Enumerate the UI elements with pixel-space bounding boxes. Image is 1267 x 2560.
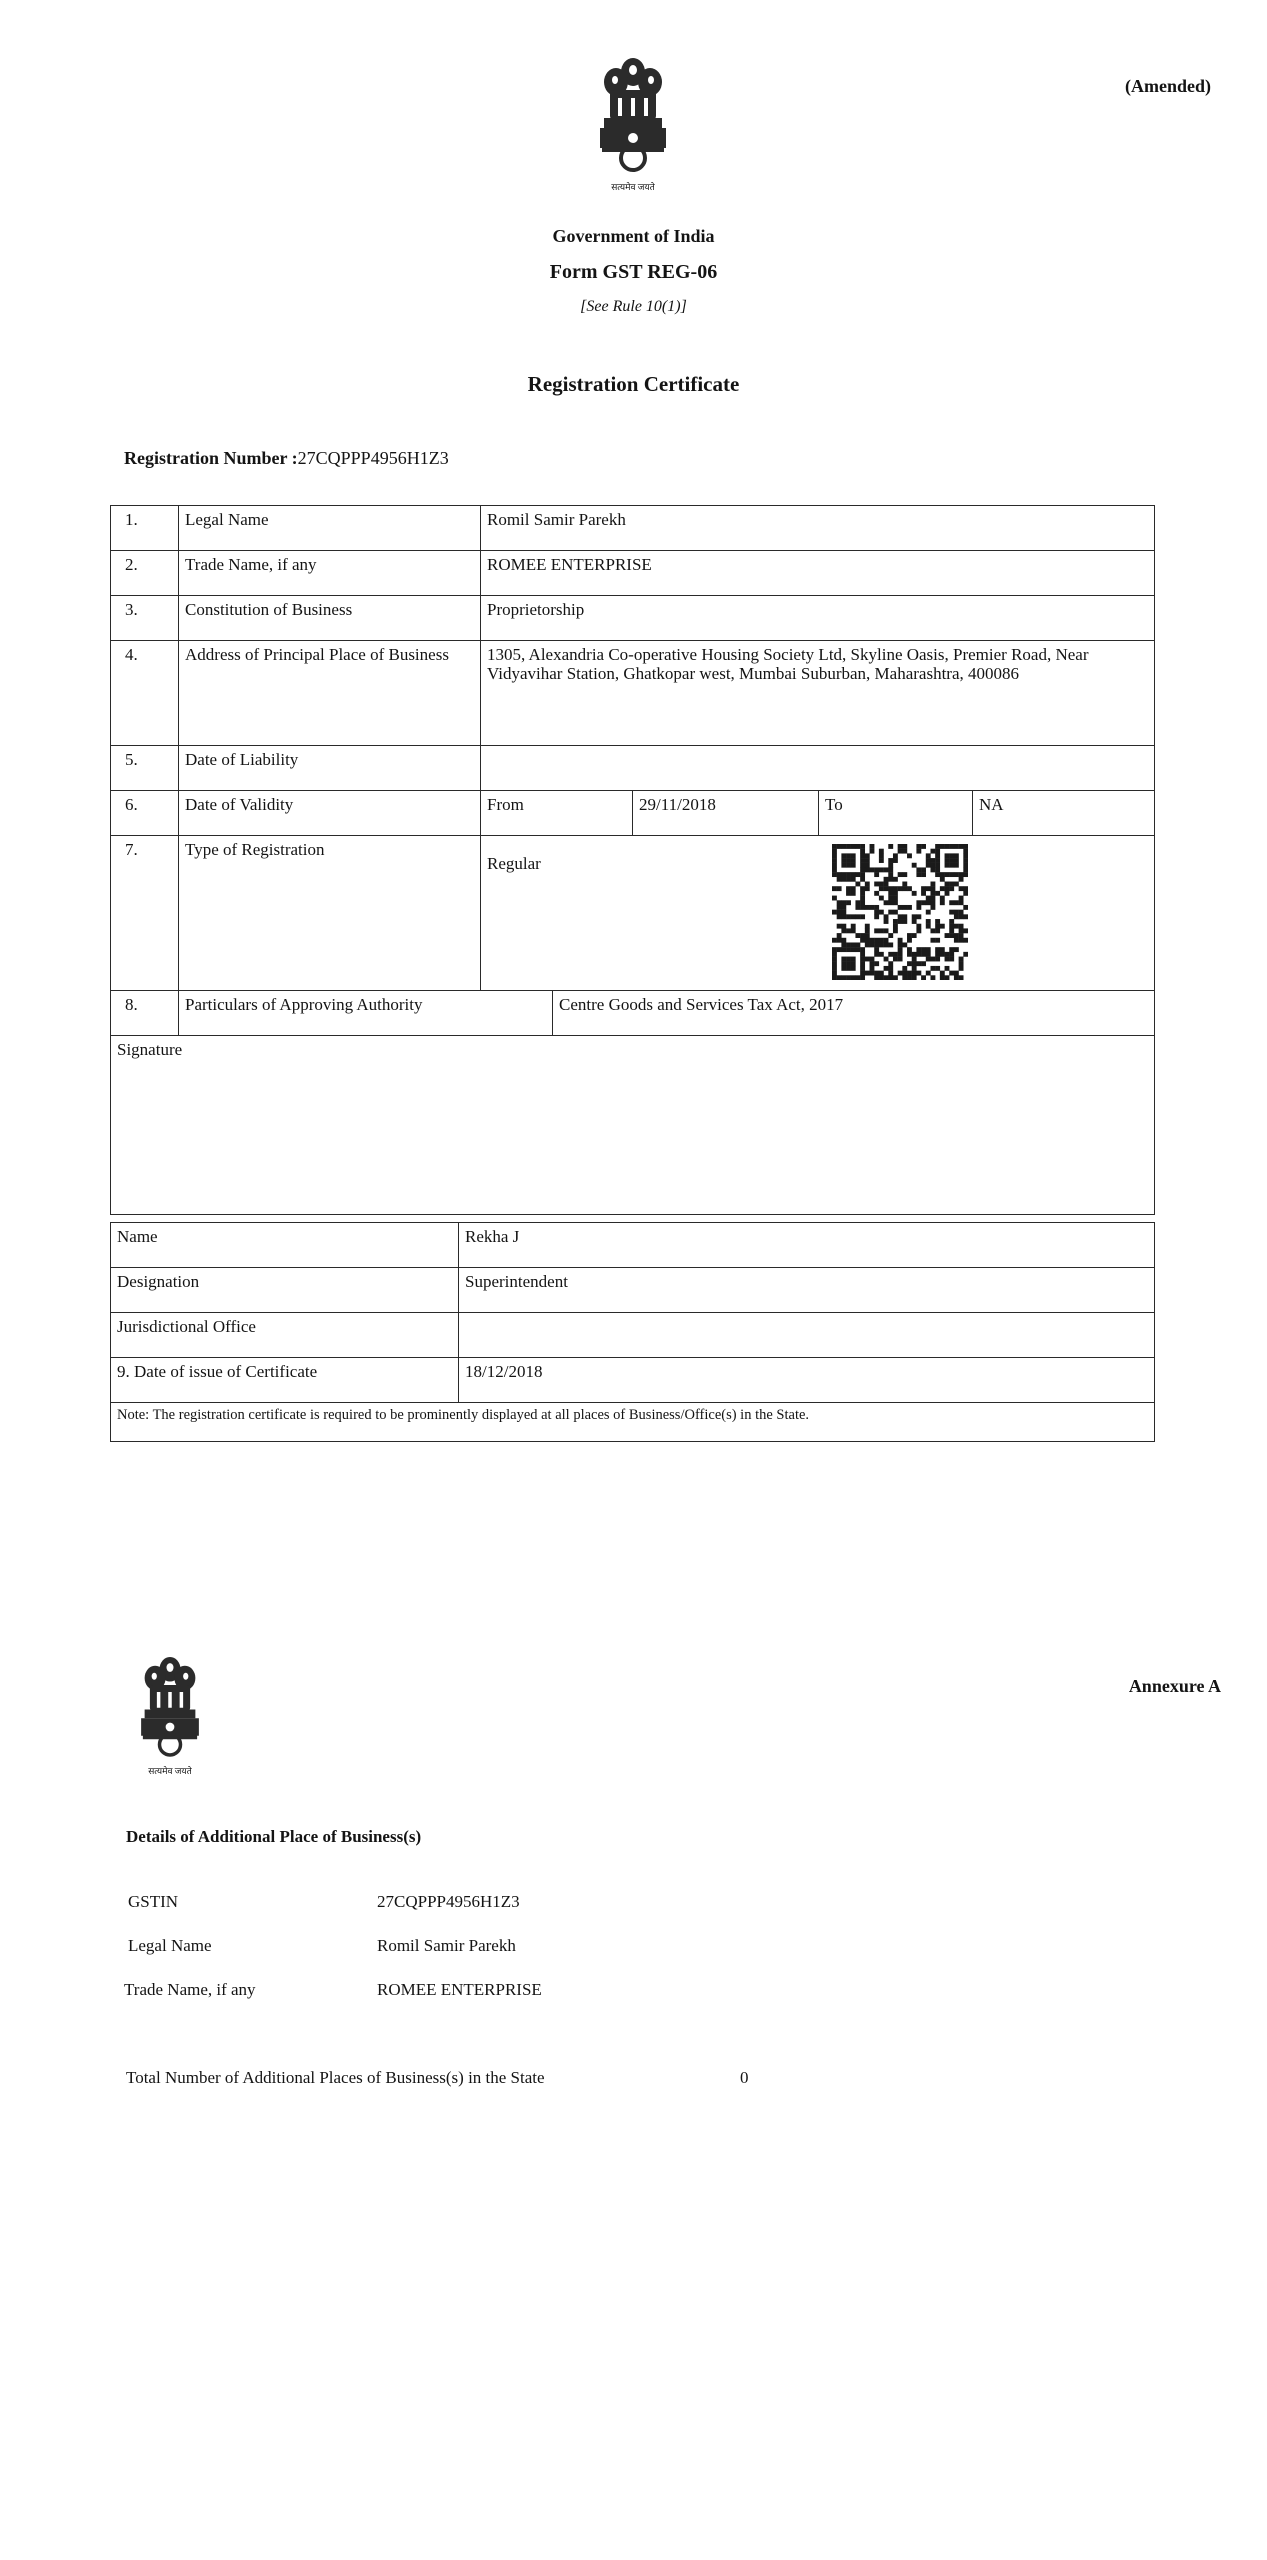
table-row: [111, 641, 1155, 746]
issue-date-label: 9. Date of issue of Certificate: [111, 1358, 459, 1403]
row-number: 6.: [111, 791, 179, 836]
address-label: Address of Principal Place of Business: [179, 641, 481, 746]
registration-details-table: [110, 505, 1155, 1215]
jurisdictional-office-value: [459, 1313, 1155, 1358]
signature-label: Signature: [111, 1036, 1155, 1215]
officer-name-label: Name: [111, 1223, 459, 1268]
table-row: [111, 746, 1155, 791]
national-emblem-icon: [588, 50, 678, 194]
registration-number-label: Registration Number :: [124, 448, 298, 468]
validity-from-label: From: [481, 791, 633, 836]
designation-value: Superintendent: [459, 1268, 1155, 1313]
annexure-label: Annexure A: [1128, 1676, 1221, 1696]
trade-name-label: Trade Name, if any: [124, 1980, 256, 1999]
designation-label: Designation: [111, 1268, 459, 1313]
emblem-motto: सत्यमेव जयते: [148, 1766, 192, 1776]
approving-authority-label: Particulars of Approving Authority: [179, 991, 553, 1036]
amended-label: (Amended): [1125, 76, 1211, 96]
table-row: [111, 791, 1155, 836]
approving-authority-value: Centre Goods and Services Tax Act, 2017: [553, 991, 1155, 1036]
constitution-label: Constitution of Business: [179, 596, 481, 641]
annexure-page: [0, 1590, 1267, 2560]
constitution-value: Proprietorship: [481, 596, 1155, 641]
emblem-motto: सत्यमेव जयते: [611, 182, 655, 192]
officer-name-value: Rekha J: [459, 1223, 1155, 1268]
validity-from-value: 29/11/2018: [633, 791, 819, 836]
table-row: [111, 1313, 1155, 1358]
row-number: 4.: [111, 641, 179, 746]
table-row: [111, 551, 1155, 596]
jurisdictional-office-label: Jurisdictional Office: [111, 1313, 459, 1358]
table-row: [111, 1358, 1155, 1403]
date-of-liability-value: [481, 746, 1155, 791]
legal-name-label: Legal Name: [179, 506, 481, 551]
legal-name-label: Legal Name: [128, 1936, 212, 1955]
registration-number: [124, 448, 449, 469]
trade-name-label: Trade Name, if any: [179, 551, 481, 596]
table-row: [111, 596, 1155, 641]
validity-to-label: To: [819, 791, 973, 836]
certificate-title: Registration Certificate: [527, 372, 740, 396]
trade-name-value: ROMEE ENTERPRISE: [481, 551, 1155, 596]
validity-to-value: NA: [973, 791, 1155, 836]
rule-reference: [See Rule 10(1)]: [580, 298, 687, 315]
registration-type-label: Type of Registration: [179, 836, 481, 991]
officer-details-table: [110, 1222, 1155, 1442]
row-number: 5.: [111, 746, 179, 791]
table-row: [111, 1223, 1155, 1268]
national-emblem-icon: [130, 1650, 210, 1778]
registration-type-cell: [481, 836, 1155, 991]
table-row: [111, 991, 1155, 1036]
signature-row: [111, 1036, 1155, 1215]
address-value: 1305, Alexandria Co-operative Housing Society Ltd, Skyline Oasis, Premier Road, Near Vidyavihar Station, Ghatkopar west, Mumbai Suburban, Maharashtra, 400086: [481, 641, 1155, 746]
row-number: 8.: [111, 991, 179, 1036]
date-of-liability-label: Date of Liability: [179, 746, 481, 791]
registration-number-value: 27CQPPP4956H1Z3: [297, 448, 449, 468]
row-number: 2.: [111, 551, 179, 596]
form-name: Form GST REG-06: [549, 261, 718, 283]
row-number: 1.: [111, 506, 179, 551]
legal-name-value: Romil Samir Parekh: [481, 506, 1155, 551]
details-title: Details of Additional Place of Business(s): [126, 1827, 422, 1846]
qr-code-icon: [832, 844, 968, 984]
registration-type-value: Regular: [487, 854, 541, 873]
display-note: Note: The registration certificate is required to be prominently displayed at all places of Business/Office(s) in the State.: [111, 1403, 1155, 1442]
table-row: [111, 1268, 1155, 1313]
issue-date-value: 18/12/2018: [459, 1358, 1155, 1403]
date-of-validity-label: Date of Validity: [179, 791, 481, 836]
row-number: 3.: [111, 596, 179, 641]
table-row: [111, 506, 1155, 551]
government-heading: Government of India: [552, 226, 715, 246]
legal-name-value: Romil Samir Parekh: [377, 1936, 516, 1955]
trade-name-value: ROMEE ENTERPRISE: [377, 1980, 542, 1999]
table-row: [111, 836, 1155, 991]
gstin-value: 27CQPPP4956H1Z3: [377, 1892, 520, 1911]
row-number: 7.: [111, 836, 179, 991]
table-row: [111, 1403, 1155, 1442]
gstin-label: GSTIN: [128, 1892, 179, 1911]
total-places-label: Total Number of Additional Places of Business(s) in the State: [126, 2068, 545, 2087]
total-places-value: 0: [740, 2068, 749, 2087]
